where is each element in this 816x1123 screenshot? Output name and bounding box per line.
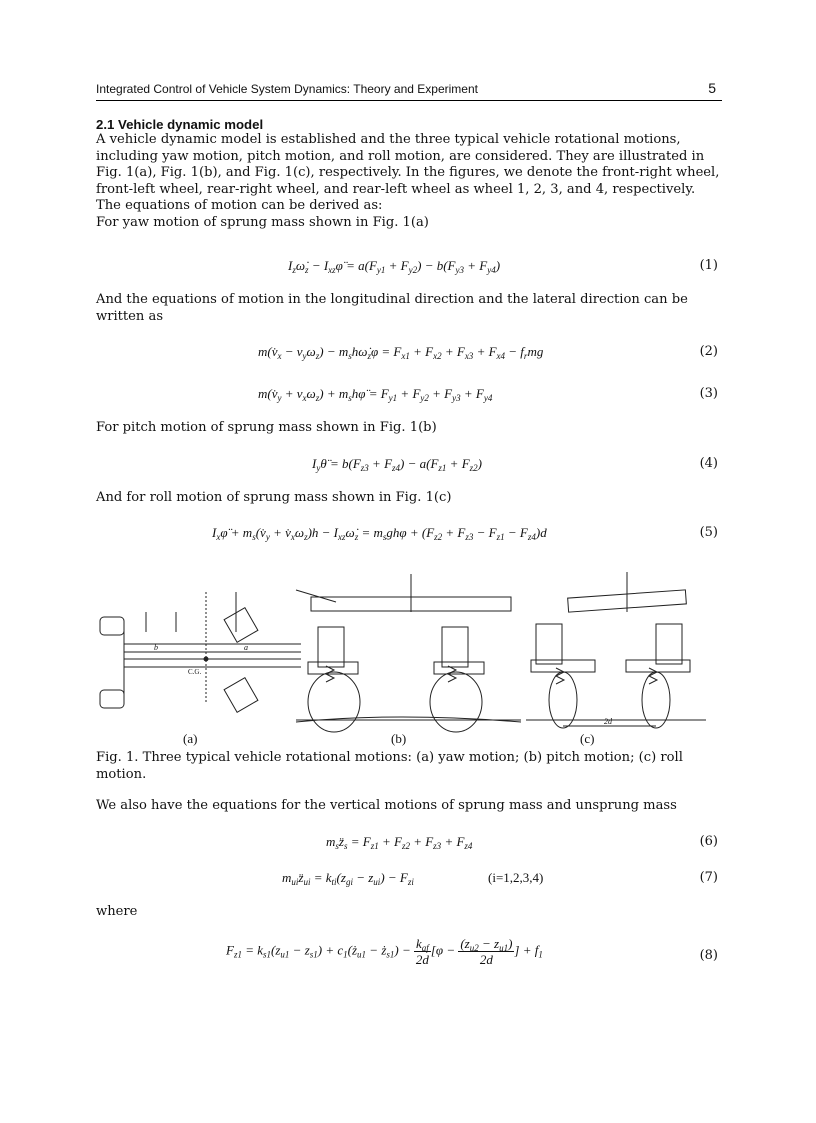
pitch-diagram xyxy=(296,574,521,732)
caption-line: motion. xyxy=(96,766,147,782)
paragraph-vertical: We also have the equations for the vertical motions of sprung mass and unsprung mass xyxy=(96,798,677,813)
equation-number: (3) xyxy=(699,386,718,401)
text-line: front-left wheel, rear-right wheel, and rear-left wheel as wheel 1, 2, 3, and 4, respectively. xyxy=(96,181,696,197)
text-line: The equations of motion can be derived as: xyxy=(96,198,383,213)
equation-number: (7) xyxy=(699,870,718,885)
running-title: Integrated Control of Vehicle System Dynamics: Theory and Experiment xyxy=(96,82,478,96)
paragraph-roll: And for roll motion of sprung mass shown in Fig. 1(c) xyxy=(96,490,452,505)
dim-b-label: b xyxy=(154,643,158,652)
paragraph-pitch: For pitch motion of sprung mass shown in Fig. 1(b) xyxy=(96,420,437,435)
dim-a-label: a xyxy=(244,643,248,652)
paragraph-where: where xyxy=(96,904,138,919)
dim-2d-label: 2d xyxy=(604,717,612,726)
yaw-diagram xyxy=(100,592,301,712)
figure-1 xyxy=(96,572,722,750)
figure-label-b: (b) xyxy=(391,731,407,746)
equation-number: (2) xyxy=(699,344,718,359)
equation-number: (6) xyxy=(699,834,718,849)
equation-number: (4) xyxy=(699,456,718,471)
text-line: For yaw motion of sprung mass shown in Fig. 1(a) xyxy=(96,214,429,230)
figure-label-c: (c) xyxy=(580,731,595,746)
section-title: 2.1 Vehicle dynamic model xyxy=(96,117,264,132)
running-header xyxy=(96,80,722,101)
cg-label: C.G. xyxy=(188,668,202,676)
equation-number: (8) xyxy=(699,948,718,963)
equation-index: (i=1,2,3,4) xyxy=(488,870,544,885)
text-line: written as xyxy=(96,308,164,324)
equation-number: (1) xyxy=(699,258,718,273)
paragraph-intro xyxy=(96,132,722,231)
text-line: And the equations of motion in the longitudinal direction and the lateral direction can be xyxy=(96,292,688,307)
figure-label-a: (a) xyxy=(183,731,198,746)
text-line: Fig. 1(a), Fig. 1(b), and Fig. 1(c), respectively. In the figures, we denote the front-right wheel, xyxy=(96,165,720,180)
text-line: including yaw motion, pitch motion, and roll motion, are considered. They are illustrated in xyxy=(96,148,705,164)
equation-number: (5) xyxy=(699,525,718,540)
paragraph-longitudinal xyxy=(96,292,722,325)
figure-caption xyxy=(96,750,696,783)
page-number: 5 xyxy=(708,80,716,96)
text-line: A vehicle dynamic model is established and the three typical vehicle rotational motions, xyxy=(96,132,681,147)
roll-diagram xyxy=(526,572,706,728)
caption-line: Fig. 1. Three typical vehicle rotational motions: (a) yaw motion; (b) pitch motion; (c) roll xyxy=(96,750,683,765)
